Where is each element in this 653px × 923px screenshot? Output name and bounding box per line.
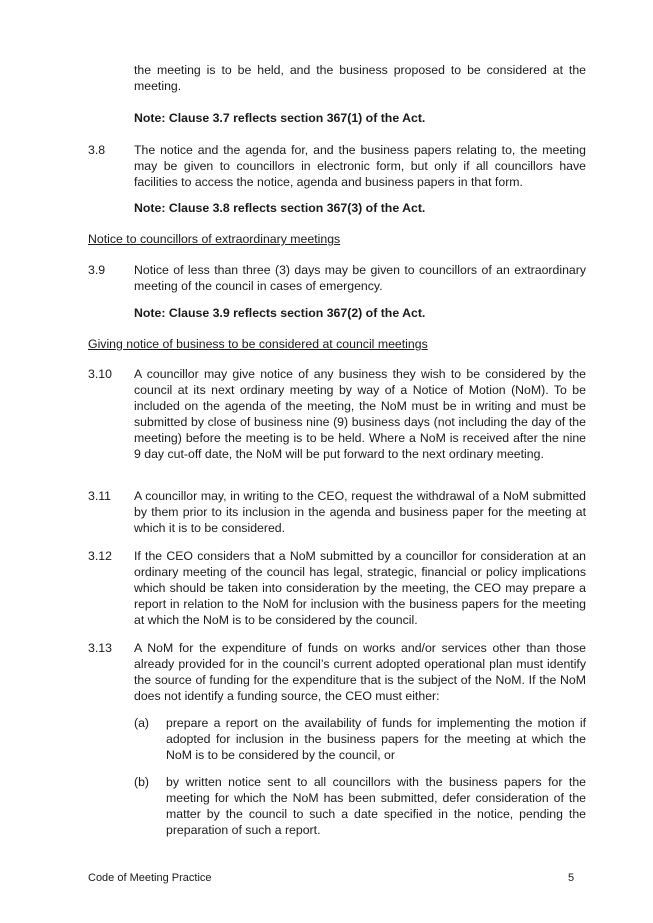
clause-number-3-13: 3.13 [88,641,112,655]
note-3-8: Note: Clause 3.8 reflects section 367(3) of the Act. [134,201,426,215]
clause-3-9-text: Notice of less than three (3) days may be given to councillors of an extraordinary meeting of the council in cases of emergency. [134,263,586,293]
clause-3-12-text: If the CEO considers that a NoM submitted by a councillor for consideration at an ordinary meeting of the council has legal, strategic, financial or policy implications which should be taken into consideration by the meeting, the CEO may prepare a report in relation to the NoM for inclusion with the business papers for the meeting at which the NoM is to be considered by the council. [134,549,586,627]
clause-number-3-10: 3.10 [88,367,112,381]
section-heading-extraordinary-meetings: Notice to councillors of extraordinary meetings [88,232,341,246]
section-heading-giving-notice: Giving notice of business to be considered at council meetings [88,337,428,351]
clause-number-3-11: 3.11 [88,489,112,503]
clause-3-11-text: A councillor may, in writing to the CEO, request the withdrawal of a NoM submitted by them prior to its inclusion in the agenda and business paper for the meeting at which it is to be considered. [134,489,586,535]
clause-number-3-9: 3.9 [88,263,106,277]
note-3-9: Note: Clause 3.9 reflects section 367(2) of the Act. [134,306,426,320]
clause-3-8-text: The notice and the agenda for, and the business papers relating to, the meeting may be given to councillors in electronic form, but only if all councillors have facilities to access the notice, agenda and business papers in that form. [134,143,586,189]
subclause-b-text: by written notice sent to all councillors with the business papers for the meeting for which the NoM has been submitted, defer consideration of the matter by the council to such a date specified in the notice, pending the preparation of such a report. [166,775,586,837]
subclause-a-text: prepare a report on the availability of funds for implementing the motion if adopted for inclusion in the business papers for the meeting at which the NoM is to be considered by the council, or [166,716,586,762]
clause-number-3-12: 3.12 [88,549,112,563]
clause-3-13-text: A NoM for the expenditure of funds on works and/or services other than those already provided for in the council’s current adopted operational plan must identify the source of funding for the expenditure that is the subject of the NoM. If the NoM does not identify a funding source, the CEO must either: [134,641,586,703]
footer-page-number: 5 [568,872,575,884]
subclause-number-b: (b) [134,775,150,789]
continuation-text: the meeting is to be held, and the business proposed to be considered at the meeting. [134,63,586,93]
clause-number-3-8: 3.8 [88,143,106,157]
subclause-number-a: (a) [134,716,150,730]
note-3-7: Note: Clause 3.7 reflects section 367(1) of the Act. [134,111,426,125]
clause-3-10-text: A councillor may give notice of any business they wish to be considered by the council at its next ordinary meeting by way of a Notice of Motion (NoM). To be included on the agenda of the meeting, the NoM must be in writing and must be submitted by close of business nine (9) business days (not including the day of the meeting) before the meeting is to be held. Where a NoM is received after the nine 9 day cut-off date, the NoM will be put forward to the next ordinary meeting. [134,367,586,461]
footer-document-title: Code of Meeting Practice [88,872,212,884]
